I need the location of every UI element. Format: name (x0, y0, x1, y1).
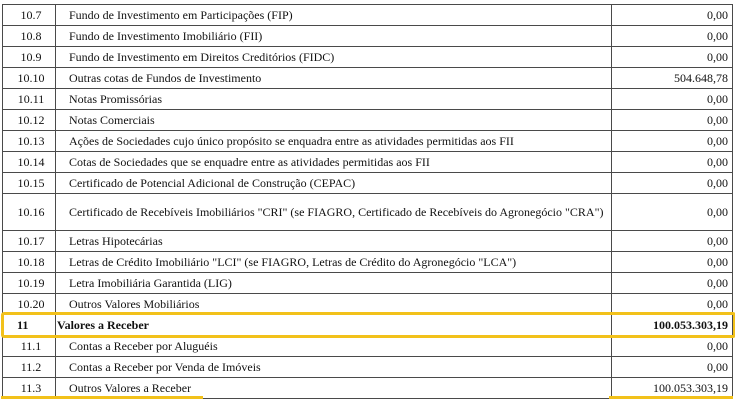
row-value: 0,00 (612, 357, 733, 378)
table-row (3, 336, 733, 357)
table-row (3, 194, 733, 231)
row-description: Fundo de Investimento em Participações (FIP) (56, 5, 612, 26)
row-description: Contas a Receber por Venda de Imóveis (56, 357, 612, 378)
row-number: 10.7 (3, 5, 56, 26)
row-number: 10.8 (3, 26, 56, 47)
row-value: 100.053.303,19 (612, 378, 733, 399)
table-row (3, 131, 733, 152)
row-value: 0,00 (612, 131, 733, 152)
row-number: 11 (3, 315, 56, 336)
row-description: Certificado de Potencial Adicional de Construção (CEPAC) (56, 173, 612, 194)
row-number: 10.11 (3, 89, 56, 110)
row-number: 10.9 (3, 47, 56, 68)
table-row (3, 26, 733, 47)
row-value: 100.053.303,19 (612, 315, 733, 336)
row-value: 0,00 (612, 47, 733, 68)
highlight-underline (609, 396, 733, 399)
table-row (3, 357, 733, 378)
row-value: 0,00 (612, 273, 733, 294)
row-description: Contas a Receber por Aluguéis (56, 336, 612, 357)
row-description: Fundo de Investimento Imobiliário (FII) (56, 26, 612, 47)
row-number: 10.17 (3, 231, 56, 252)
row-description: Certificado de Recebíveis Imobiliários "CRI" (se FIAGRO, Certificado de Recebíveis do Agronegócio "CRA") (56, 194, 612, 231)
row-number: 10.15 (3, 173, 56, 194)
table-row (3, 5, 733, 26)
row-value: 0,00 (612, 294, 733, 315)
row-number: 10.19 (3, 273, 56, 294)
row-description: Letras Hipotecárias (56, 231, 612, 252)
row-number: 10.18 (3, 252, 56, 273)
row-value: 0,00 (612, 152, 733, 173)
row-value: 0,00 (612, 173, 733, 194)
table-row (3, 68, 733, 89)
row-value: 0,00 (612, 336, 733, 357)
row-description: Notas Comerciais (56, 110, 612, 131)
row-description: Valores a Receber (56, 315, 612, 336)
row-number: 10.12 (3, 110, 56, 131)
row-value: 0,00 (612, 110, 733, 131)
table-row (3, 89, 733, 110)
row-number: 10.13 (3, 131, 56, 152)
row-number: 11.1 (3, 336, 56, 357)
row-value: 0,00 (612, 5, 733, 26)
table-row-section-total (3, 315, 733, 336)
table-row (3, 231, 733, 252)
row-value: 0,00 (612, 194, 733, 231)
row-description: Outros Valores Mobiliários (56, 294, 612, 315)
row-number: 10.16 (3, 194, 56, 231)
row-number: 10.10 (3, 68, 56, 89)
row-description: Cotas de Sociedades que se enquadre entre as atividades permitidas aos FII (56, 152, 612, 173)
row-value: 0,00 (612, 26, 733, 47)
row-number: 11.3 (3, 378, 56, 399)
table-row (3, 294, 733, 315)
row-number: 10.20 (3, 294, 56, 315)
row-number: 10.14 (3, 152, 56, 173)
table-row (3, 173, 733, 194)
row-value: 0,00 (612, 231, 733, 252)
table-row (3, 273, 733, 294)
row-number: 11.2 (3, 357, 56, 378)
row-description: Notas Promissórias (56, 89, 612, 110)
row-value: 0,00 (612, 252, 733, 273)
row-description: Outros Valores a Receber (56, 378, 612, 399)
table-row (3, 47, 733, 68)
row-value: 504.648,78 (612, 68, 733, 89)
row-description: Outras cotas de Fundos de Investimento (56, 68, 612, 89)
asset-table (2, 4, 733, 399)
row-description: Ações de Sociedades cujo único propósito se enquadra entre as atividades permitidas aos FII (56, 131, 612, 152)
highlight-underline (1, 396, 203, 399)
table-row (3, 110, 733, 131)
row-value: 0,00 (612, 89, 733, 110)
table-row (3, 252, 733, 273)
row-description: Letras de Crédito Imobiliário "LCI" (se FIAGRO, Letras de Crédito do Agronegócio "LCA") (56, 252, 612, 273)
row-description: Fundo de Investimento em Direitos Creditórios (FIDC) (56, 47, 612, 68)
row-description: Letra Imobiliária Garantida (LIG) (56, 273, 612, 294)
table-row (3, 152, 733, 173)
